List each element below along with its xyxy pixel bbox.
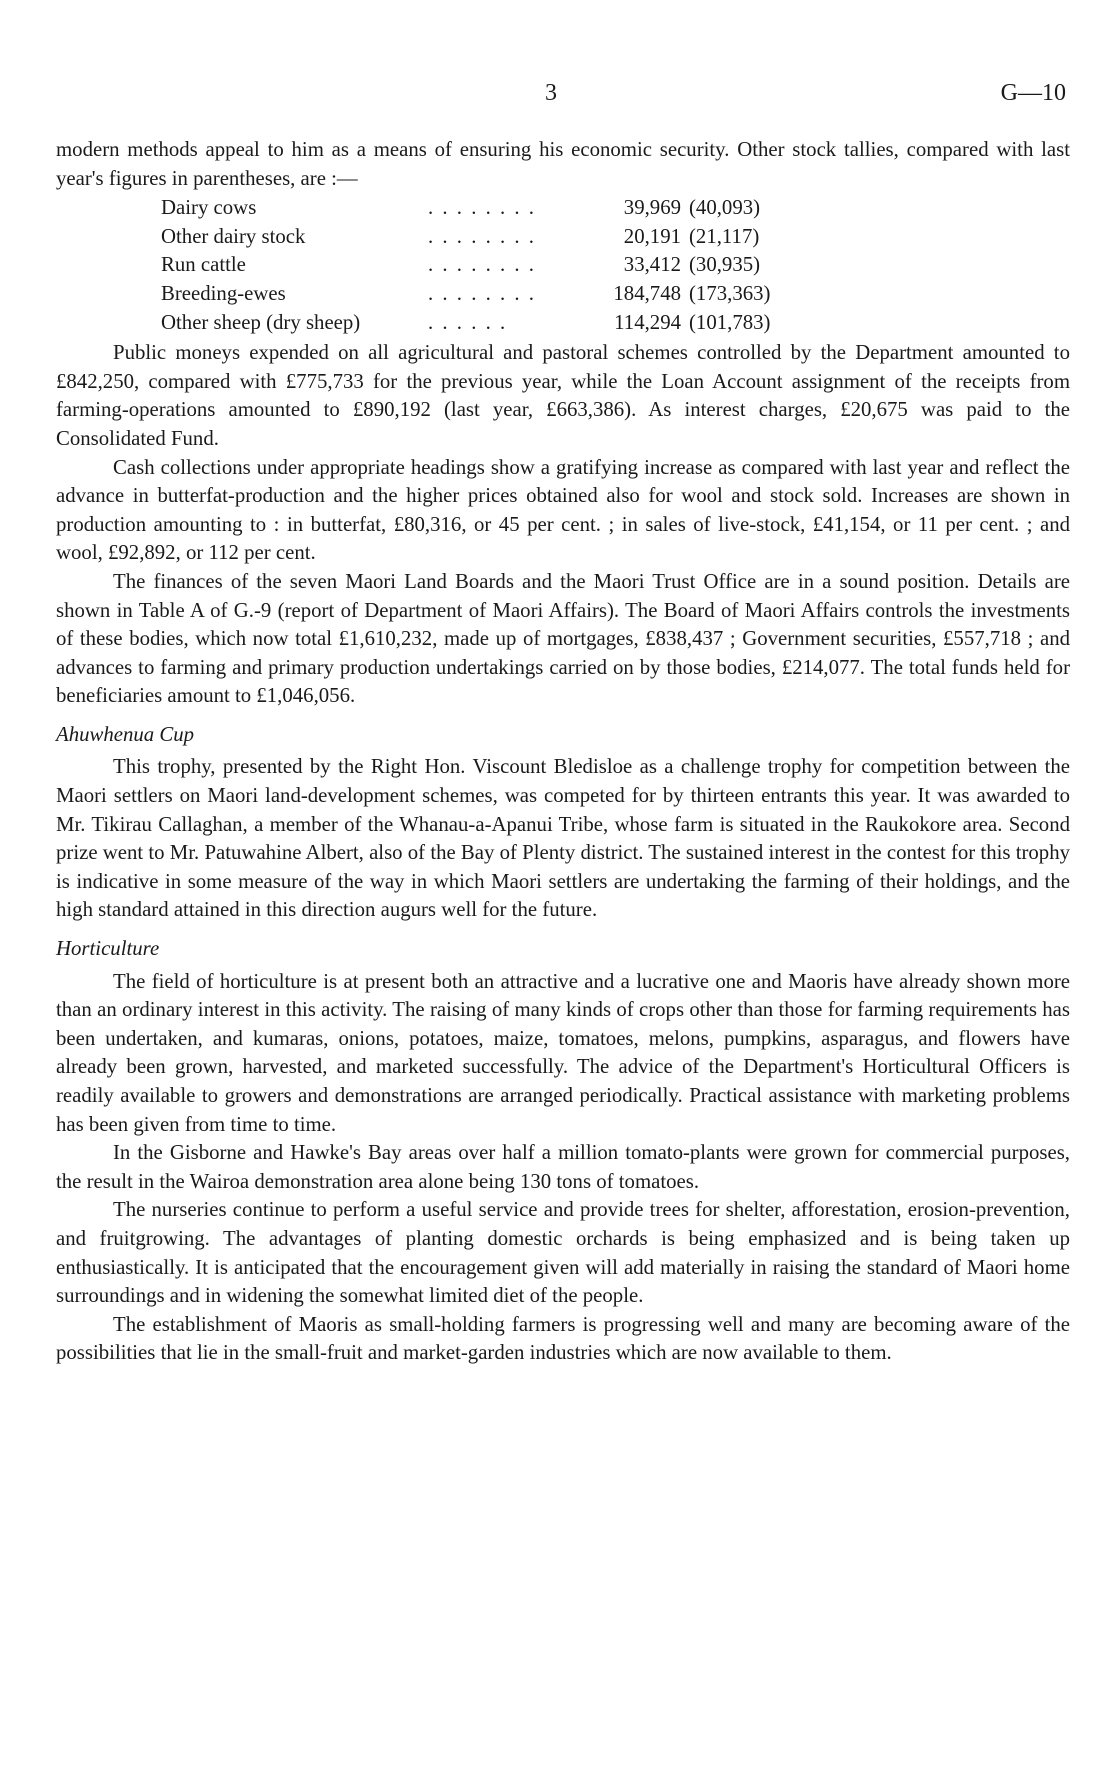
intro-paragraph: modern methods appeal to him as a means of ensuring his economic security. Other stock tallies, compared with last year's figures in parentheses, are :— — [56, 138, 1070, 190]
document-code: G—10 — [1000, 80, 1066, 106]
stock-label: Run cattle — [161, 253, 246, 277]
stock-value: 114,294 — [614, 310, 681, 334]
stock-label: Other sheep (dry sheep) — [161, 310, 361, 334]
body-paragraph: The nurseries continue to perform a useful service and provide trees for shelter, afforestation, erosion-prevention, and fruitgrowing. The advantages of planting domestic orchards is being emphasized and is being taken up enthusiastically. It is anticipated that the encouragement given will add materially in raising the standard of Maori home surroundings and in widening the somewhat limited diet of the people. — [56, 1198, 1070, 1308]
body-paragraph: The establishment of Maoris as small-holding farmers is progressing well and many are becoming aware of the possibilities that lie in the small-fruit and market-garden industries which are now available to them. — [56, 1312, 1070, 1365]
stock-previous: (173,363) — [689, 281, 771, 305]
body-paragraph: Public moneys expended on all agricultural and pastoral schemes controlled by the Department amounted to £842,250, compared with £775,733 for the previous year, while the Loan Account assignment of the receipts from farming-operations amounted to £890,192 (last year, £663,386). As interest charges, £20,675 was paid to the Consolidated Fund. — [56, 341, 1070, 450]
stock-value: 184,748 — [613, 281, 681, 305]
stock-tally-table — [161, 194, 770, 337]
stock-label: Breeding-ewes — [161, 281, 286, 305]
body-paragraph: This trophy, presented by the Right Hon. Viscount Bledisloe as a challenge trophy for competition between the Maori settlers on Maori land-development schemes, was competed for by thirteen entrants this year. It was awarded to Mr. Tikirau Callaghan, a member of the Whanau-a-Apanui Tribe, whose farm is situated in the Raukokore area. Second prize went to Mr. Patuwahine Albert, also of the Bay of Plenty district. The sustained interest in the contest for this trophy is indicative in some measure of the way in which Maori settlers are undertaking the farming of their holdings, and the high standard attained in this direction augurs well for the future. — [56, 755, 1070, 922]
table-row — [161, 194, 770, 223]
stock-value: 33,412 — [623, 253, 681, 277]
body-paragraph: The field of horticulture is at present both an attractive and a lucrative one and Maoris have already shown more than an ordinary interest in this activity. The raising of many kinds of crops other than those for farming requirements has been undertaken, and kumaras, onions, potatoes, maize, tomatoes, melons, pumpkins, asparagus, and flowers have already been grown, harvested, and marketed successfully. The advice of the Department's Horticultural Officers is readily available to growers and demonstrations are arranged periodically. Practical assistance with marketing problems has been given from time to time. — [56, 969, 1070, 1136]
stock-label: Other dairy stock — [161, 224, 306, 248]
stock-previous: (30,935) — [689, 253, 761, 277]
leader-dots: . . . . . . — [428, 310, 508, 334]
section-heading: Ahuwhenua Cup — [56, 722, 195, 746]
table-row — [161, 251, 770, 280]
stock-previous: (101,783) — [689, 310, 771, 334]
stock-previous: (21,117) — [689, 224, 760, 248]
page-number: 3 — [545, 80, 557, 106]
table-row — [161, 223, 770, 252]
table-row — [161, 309, 770, 338]
page-body — [56, 136, 1070, 1368]
stock-value: 39,969 — [623, 196, 681, 220]
body-paragraph: In the Gisborne and Hawke's Bay areas over half a million tomato-plants were grown for commercial purposes, the result in the Wairoa demonstration area alone being 130 tons of tomatoes. — [56, 1141, 1070, 1193]
leader-dots: . . . . . . . . — [428, 253, 536, 277]
stock-value: 20,191 — [623, 224, 681, 248]
page-header — [0, 80, 1114, 110]
leader-dots: . . . . . . . . — [428, 281, 536, 305]
body-paragraph: The finances of the seven Maori Land Boards and the Maori Trust Office are in a sound position. Details are shown in Table A of G.-9 (report of Department of Maori Affairs). The Board of Maori Affairs controls the investments of these bodies, which now total £1,610,232, made up of mortgages, £838,437 ; Government securities, £557,718 ; and advances to farming and primary production undertakings carried on by those bodies, £214,077. The total funds held for beneficiaries amount to £1,046,056. — [56, 569, 1070, 708]
stock-label: Dairy cows — [161, 196, 257, 220]
stock-previous: (40,093) — [689, 196, 761, 220]
table-row — [161, 280, 770, 309]
body-paragraph: Cash collections under appropriate headings show a gratifying increase as compared with last year and reflect the advance in butterfat-production and the higher prices obtained also for wool and stock sold. Increases are shown in production amounting to : in butterfat, £80,316, or 45 per cent. ; in sales of live-stock, £41,154, or 11 per cent. ; and wool, £92,892, or 112 per cent. — [56, 455, 1070, 565]
section-heading: Horticulture — [56, 937, 160, 961]
leader-dots: . . . . . . . . — [428, 224, 536, 248]
leader-dots: . . . . . . . . — [428, 196, 536, 220]
